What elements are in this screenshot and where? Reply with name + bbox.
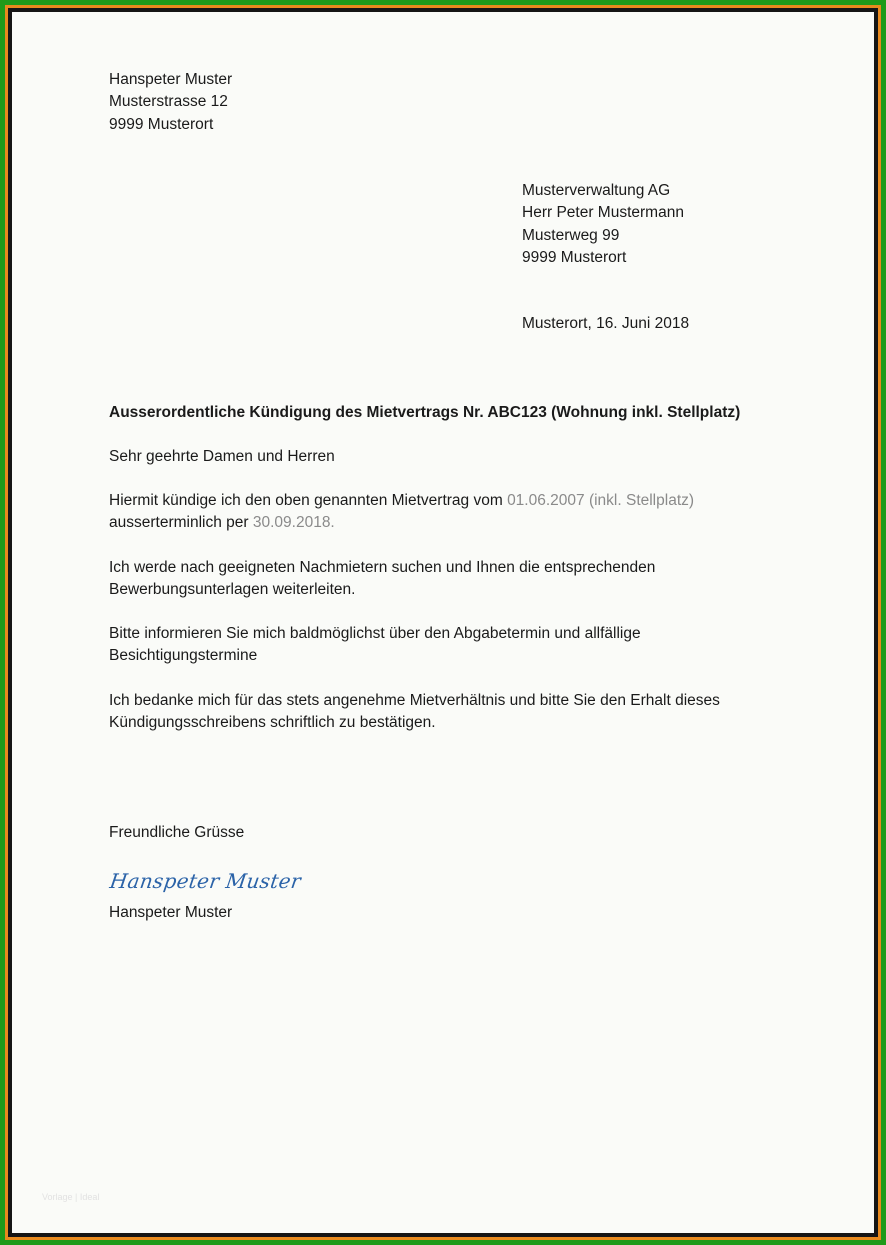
salutation: Sehr geehrte Damen und Herren: [109, 448, 335, 465]
recipient-person: Herr Peter Mustermann: [522, 204, 684, 222]
closing: Freundliche Grüsse: [109, 824, 245, 841]
signer-name: Hanspeter Muster: [109, 904, 233, 921]
paragraph2-line2: Bewerbungsunterlagen weiterleiten.: [109, 581, 356, 599]
termination-date-placeholder: 30.09.2018.: [252, 514, 335, 532]
paragraph1-text1: Hiermit kündige ich den oben genannten Mietvertrag vom: [109, 492, 508, 509]
paragraph-appointments: [109, 623, 641, 668]
paragraph2-line1: Ich werde nach geeigneten Nachmietern suchen und Ihnen die entsprechenden: [109, 559, 656, 576]
paragraph4-line2: Kündigungsschreibens schriftlich zu bestätigen.: [109, 714, 436, 732]
paragraph-successor: [109, 557, 655, 602]
recipient-street: Musterweg 99: [522, 226, 620, 244]
recipient-city: 9999 Musterort: [522, 248, 627, 266]
paragraph4-line1: Ich bedanke mich für das stets angenehme Mietverhältnis und bitte Sie den Erhalt dieses: [109, 692, 720, 709]
handwritten-signature: Hanspeter Muster: [108, 869, 303, 893]
subject-line: Ausserordentliche Kündigung des Mietvertrags Nr. ABC123 (Wohnung inkl. Stellplatz): [109, 404, 741, 421]
watermark: Vorlage | Ideal: [42, 1192, 100, 1202]
paragraph3-line2: Besichtigungstermine: [109, 647, 258, 665]
paragraph3-line1: Bitte informieren Sie mich baldmöglichst über den Abgabetermin und allfällige: [109, 625, 641, 642]
recipient-company: Musterverwaltung AG: [522, 182, 671, 199]
sender-city: 9999 Musterort: [109, 115, 214, 133]
sender-address: [109, 69, 232, 136]
contract-date-placeholder: 01.06.2007 (inkl. Stellplatz): [507, 492, 695, 509]
paragraph-thanks: [109, 690, 720, 735]
sender-street: Musterstrasse 12: [109, 93, 228, 111]
paragraph-termination: [109, 490, 694, 535]
date-line: Musterort, 16. Juni 2018: [522, 315, 690, 332]
letter-page: [12, 12, 874, 1233]
recipient-address: [522, 180, 684, 269]
paragraph1-text2: ausserterminlich per: [109, 514, 253, 532]
sender-name: Hanspeter Muster: [109, 71, 233, 88]
